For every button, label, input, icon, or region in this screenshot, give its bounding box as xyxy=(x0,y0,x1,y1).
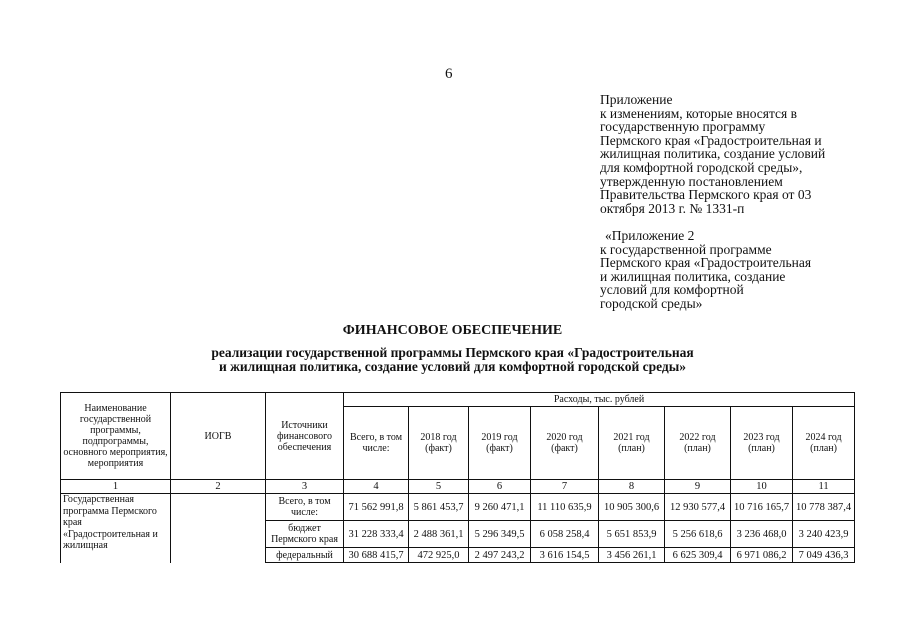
subtitle-line-2: и жилищная политика, создание условий для комфортной городской среды» xyxy=(218,359,687,374)
column-number: 9 xyxy=(665,480,731,494)
annex-line: к изменениям, которые вносятся в xyxy=(600,105,798,121)
column-number: 6 xyxy=(469,480,531,494)
value-cell: 5 651 853,9 xyxy=(599,521,665,548)
value-cell: 3 616 154,5 xyxy=(531,548,599,563)
column-number: 5 xyxy=(409,480,469,494)
value-cell: 31 228 333,4 xyxy=(344,521,409,548)
header-name: Наименование государственной программы, подпрограммы, основного мероприятия, мероприятия xyxy=(61,393,171,480)
source-cell: федеральный xyxy=(266,548,344,563)
annex-line: Пермского края «Градостроительная xyxy=(600,255,812,271)
value-cell: 3 456 261,1 xyxy=(599,548,665,563)
source-cell: бюджет Пермского края xyxy=(266,521,344,548)
header-year: 2021 год (план) xyxy=(599,407,665,480)
column-number: 7 xyxy=(531,480,599,494)
value-cell: 11 110 635,9 xyxy=(531,494,599,521)
header-year: 2023 год (план) xyxy=(731,407,793,480)
table-header-row xyxy=(61,393,855,407)
annex-line: жилищная политика, создание условий xyxy=(600,146,826,162)
program-name-cell xyxy=(61,494,171,563)
value-cell: 5 296 349,5 xyxy=(469,521,531,548)
value-cell: 12 930 577,4 xyxy=(665,494,731,521)
annex-line: Пермского края «Градостроительная и xyxy=(600,132,822,148)
header-year: 2020 год (факт) xyxy=(531,407,599,480)
value-cell: 5 256 618,6 xyxy=(665,521,731,548)
annex-line: для комфортной городской среды», xyxy=(600,159,803,175)
column-number: 11 xyxy=(793,480,855,494)
value-cell: 5 861 453,7 xyxy=(409,494,469,521)
annex-line: Правительства Пермского края от 03 xyxy=(600,187,812,203)
header-year: 2019 год (факт) xyxy=(469,407,531,480)
value-cell: 472 925,0 xyxy=(409,548,469,563)
iogv-cell xyxy=(171,494,266,563)
annex-line: утвержденную постановлением xyxy=(600,173,783,189)
header-sources: Источники финансового обеспечения xyxy=(266,393,344,480)
column-number: 10 xyxy=(731,480,793,494)
value-cell: 71 562 991,8 xyxy=(344,494,409,521)
value-cell: 6 625 309,4 xyxy=(665,548,731,563)
column-number: 2 xyxy=(171,480,266,494)
document-subtitle xyxy=(0,346,905,374)
annex-line: Приложение xyxy=(600,92,673,107)
header-year: 2018 год (факт) xyxy=(409,407,469,480)
annex-line: октября 2013 г. № 1331-п xyxy=(600,200,745,216)
annex-line: условий для комфортной xyxy=(600,282,744,298)
value-cell: 2 497 243,2 xyxy=(469,548,531,563)
value-cell: 10 778 387,4 xyxy=(793,494,855,521)
document-title: ФИНАНСОВОЕ ОБЕСПЕЧЕНИЕ xyxy=(342,323,563,338)
header-year: Всего, в том числе: xyxy=(344,407,409,480)
page-number: 6 xyxy=(445,66,453,82)
value-cell: 10 905 300,6 xyxy=(599,494,665,521)
value-cell: 6 971 086,2 xyxy=(731,548,793,563)
annex-line: «Приложение 2 xyxy=(605,228,695,243)
column-number: 1 xyxy=(61,480,171,494)
annex-line: к государственной программе xyxy=(600,241,772,257)
annex-line: государственную программу xyxy=(600,119,766,135)
financing-table xyxy=(60,392,855,563)
value-cell: 9 260 471,1 xyxy=(469,494,531,521)
header-expenses: Расходы, тыс. рублей xyxy=(344,393,855,407)
value-cell: 30 688 415,7 xyxy=(344,548,409,563)
column-number: 8 xyxy=(599,480,665,494)
table-row xyxy=(61,494,855,521)
value-cell: 7 049 436,3 xyxy=(793,548,855,563)
value-cell: 3 236 468,0 xyxy=(731,521,793,548)
annex-note-changes xyxy=(600,93,870,215)
header-year: 2022 год (план) xyxy=(665,407,731,480)
value-cell: 6 058 258,4 xyxy=(531,521,599,548)
column-number-row xyxy=(61,480,855,494)
annex-line: и жилищная политика, создание xyxy=(600,268,786,284)
value-cell: 10 716 165,7 xyxy=(731,494,793,521)
annex-note-appendix-2 xyxy=(600,229,870,311)
column-number: 3 xyxy=(266,480,344,494)
column-number: 4 xyxy=(344,480,409,494)
source-cell: Всего, в том числе: xyxy=(266,494,344,521)
program-name: Государственная программа Пермского края «Градостроительная и жилищная xyxy=(63,494,158,551)
header-year: 2024 год (план) xyxy=(793,407,855,480)
header-iogv: ИОГВ xyxy=(171,393,266,480)
value-cell: 2 488 361,1 xyxy=(409,521,469,548)
subtitle-line-1: реализации государственной программы Пермского края «Градостроительная xyxy=(211,345,694,360)
value-cell: 3 240 423,9 xyxy=(793,521,855,548)
annex-line: городской среды» xyxy=(600,295,703,311)
